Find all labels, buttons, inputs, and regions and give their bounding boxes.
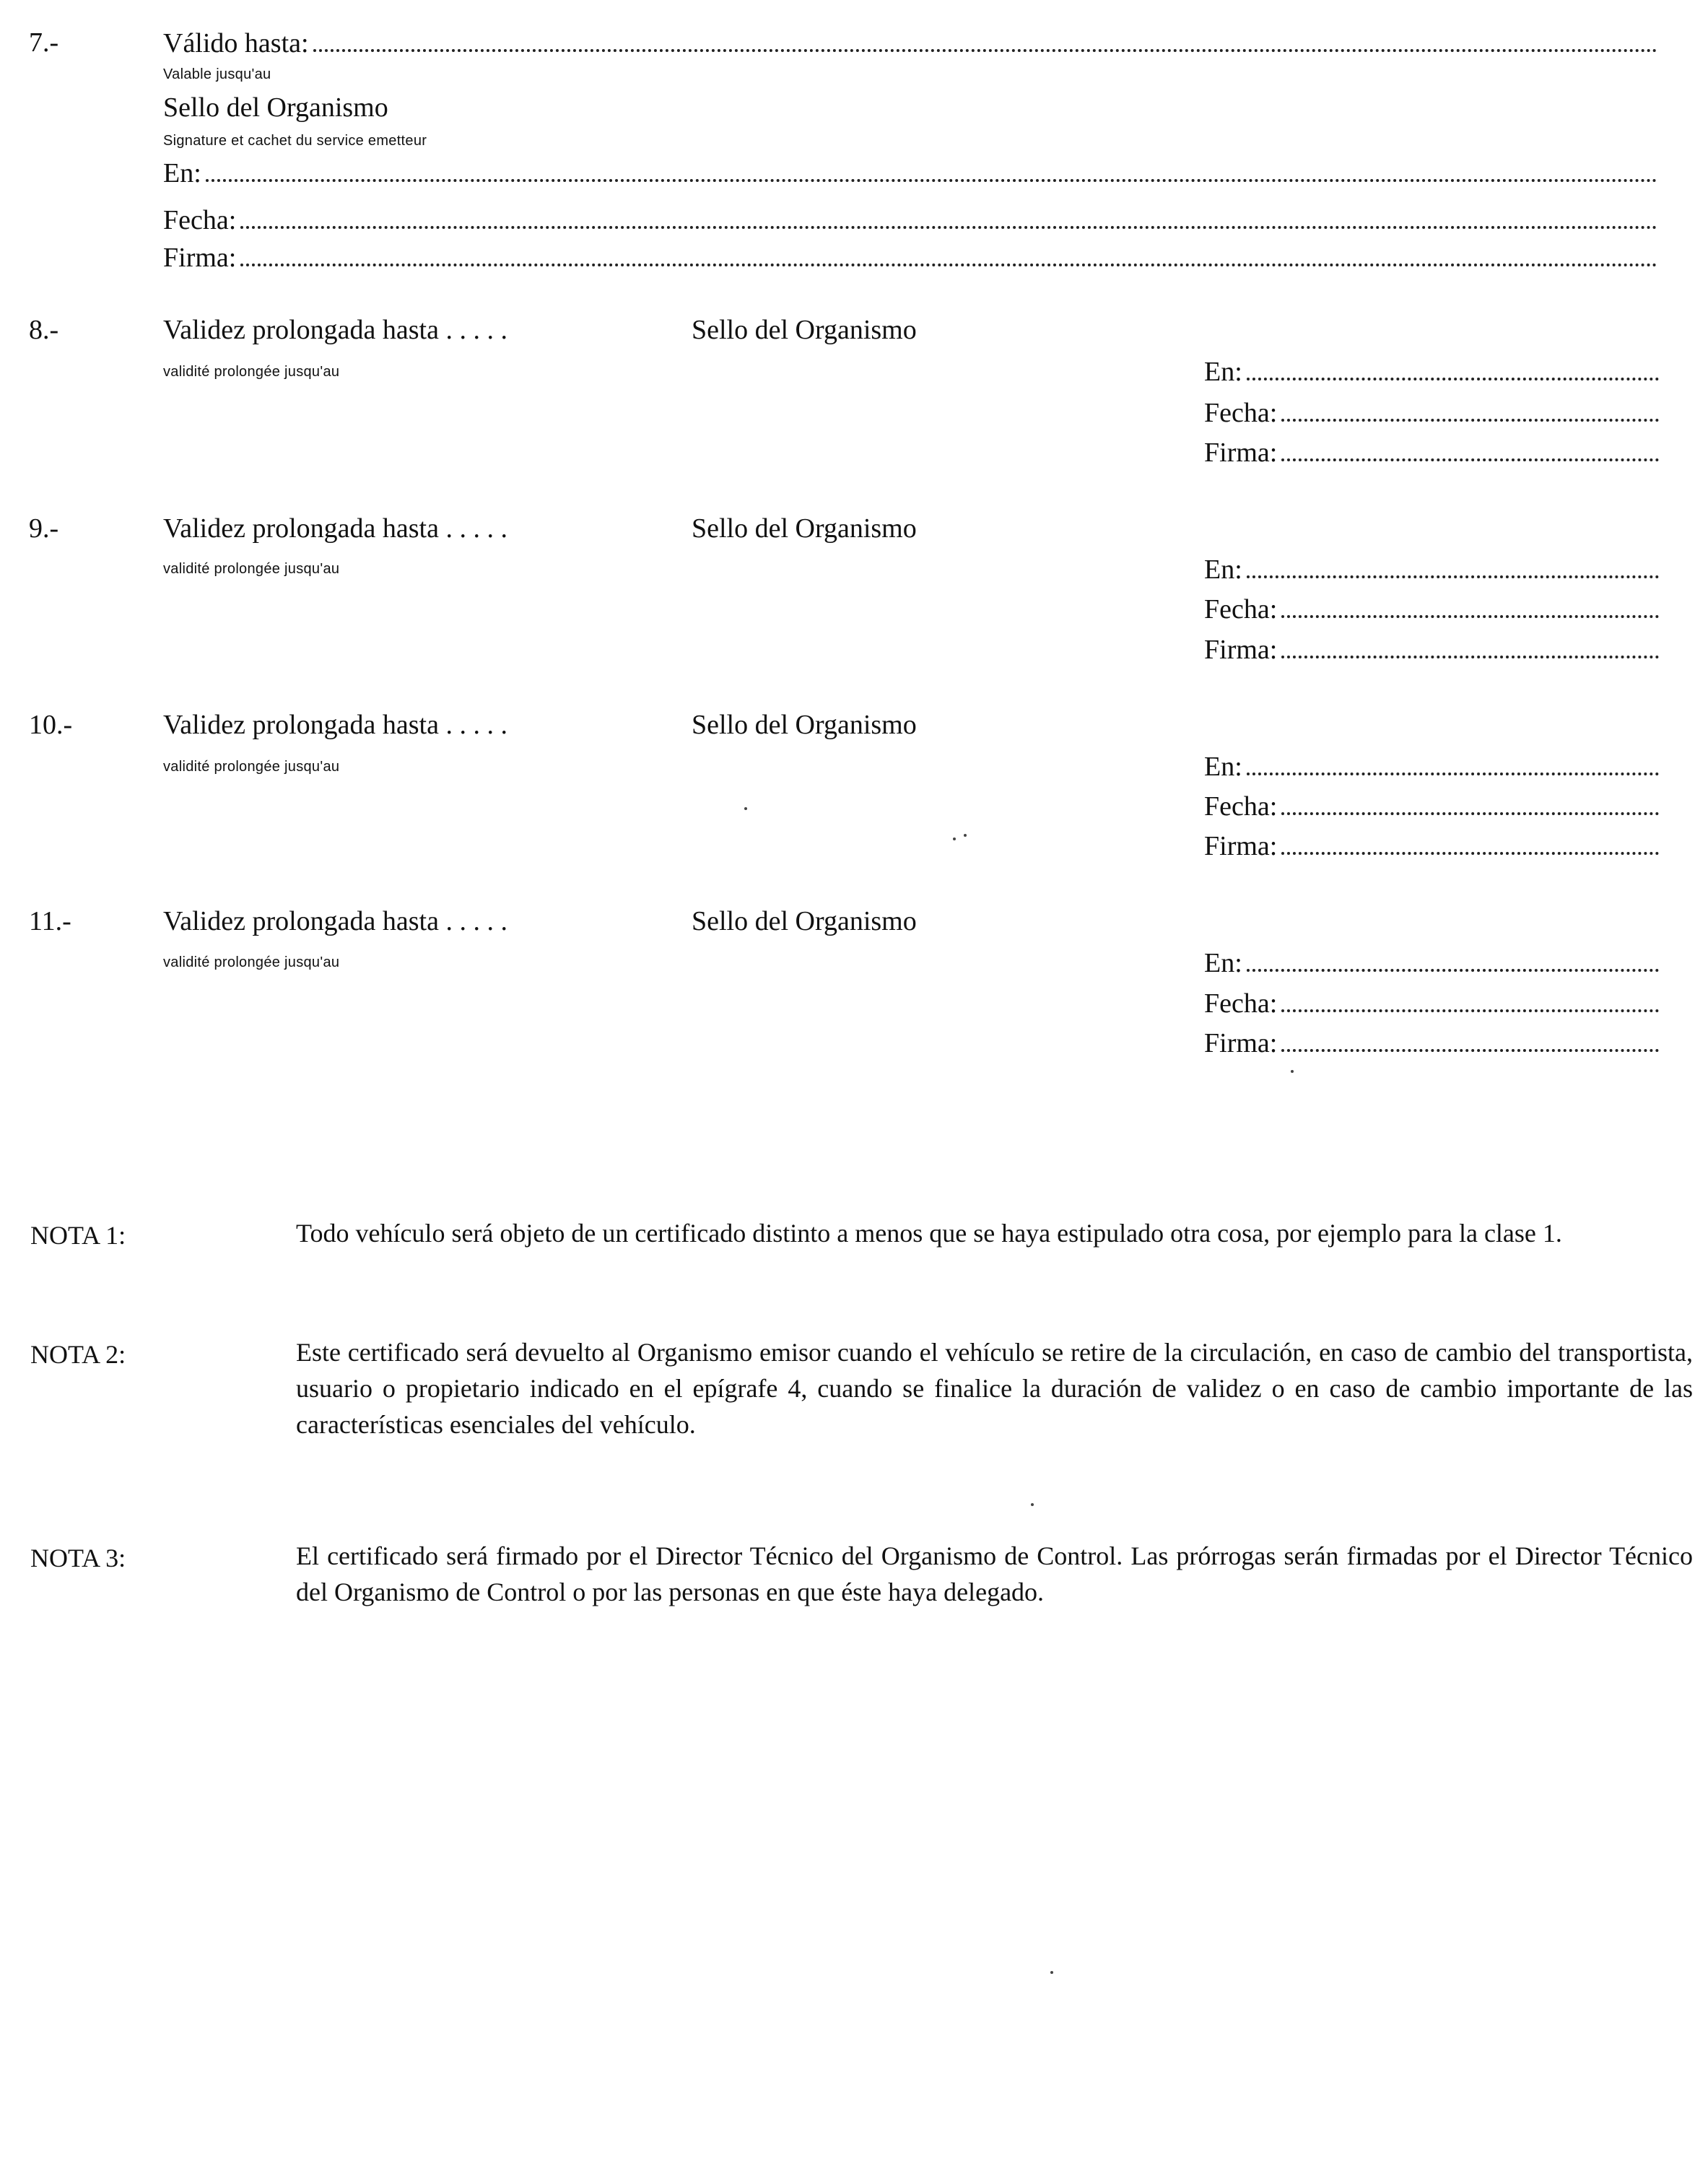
en-dotted-line [1247, 969, 1659, 972]
section-7-en-field[interactable] [163, 157, 1657, 189]
firma-dotted-line [1281, 852, 1659, 855]
extension-fecha-field[interactable] [1204, 791, 1659, 822]
en-label: En: [163, 158, 201, 188]
fecha-dotted-line [1281, 812, 1659, 815]
firma-label: Firma: [163, 243, 237, 273]
en-label: En: [1204, 948, 1242, 978]
extension-firma-field[interactable] [1204, 634, 1659, 666]
firma-dotted-line [1281, 458, 1659, 461]
scan-speck [953, 838, 956, 840]
en-label: En: [1204, 554, 1242, 585]
firma-label: Firma: [1204, 438, 1278, 468]
section-8-number: 8.- [29, 315, 59, 345]
extension-seal-label: Sello del Organismo [692, 513, 917, 544]
firma-label: Firma: [1204, 635, 1278, 665]
note-3-text: El certificado será firmado por el Director Técnico del Organismo de Control. Las prórrogas serán firmadas por el Director Técnico del Organismo de Control o por las personas en que éste haya delegado. [296, 1541, 1693, 1606]
fecha-label: Fecha: [163, 205, 237, 235]
fecha-dotted-line [240, 226, 1657, 229]
fecha-dotted-line [1281, 1009, 1659, 1012]
en-label: En: [1204, 752, 1242, 782]
extension-fecha-field[interactable] [1204, 397, 1659, 429]
extension-label: Validez prolongada hasta . . . . . [163, 710, 507, 740]
note-3-label: NOTA 3: [30, 1544, 126, 1572]
seal-fr-label: Signature et cachet du service emetteur [163, 133, 427, 149]
extension-fr-label: validité prolongée jusqu'au [163, 364, 340, 380]
extension-fecha-field[interactable] [1204, 988, 1659, 1019]
section-7-fecha-field[interactable] [163, 204, 1657, 236]
note-2-text: Este certificado será devuelto al Organismo emisor cuando el vehículo se retire de la circulación, en caso de cambio del transportista, usuario o propietario indicado en el epígrafe 4, cuando se finalice la duración de validez o en caso de cambio importante de las características esenciales del vehículo. [296, 1338, 1693, 1439]
scan-speck [744, 807, 747, 810]
fecha-label: Fecha: [1204, 398, 1278, 428]
en-dotted-line [206, 179, 1657, 182]
scan-speck [1291, 1070, 1294, 1073]
fecha-label: Fecha: [1204, 594, 1278, 625]
extension-en-field[interactable] [1204, 554, 1659, 586]
scan-speck [1031, 1503, 1034, 1506]
fecha-dotted-line [1281, 419, 1659, 422]
fecha-label: Fecha: [1204, 791, 1278, 822]
firma-dotted-line [240, 264, 1657, 266]
note-2-label: NOTA 2: [30, 1340, 126, 1369]
fecha-dotted-line [1281, 615, 1659, 618]
firma-label: Firma: [1204, 831, 1278, 861]
extension-seal-label: Sello del Organismo [692, 710, 917, 740]
valid-until-dotted-line [313, 49, 1657, 52]
firma-label: Firma: [1204, 1028, 1278, 1058]
valid-until-fr-label: Valable jusqu'au [163, 66, 271, 82]
en-dotted-line [1247, 575, 1659, 578]
en-label: En: [1204, 357, 1242, 387]
extension-seal-label: Sello del Organismo [692, 315, 917, 345]
extension-label: Validez prolongada hasta . . . . . [163, 315, 507, 345]
extension-label: Validez prolongada hasta . . . . . [163, 513, 507, 544]
extension-fr-label: validité prolongée jusqu'au [163, 759, 340, 775]
extension-firma-field[interactable] [1204, 830, 1659, 862]
firma-dotted-line [1281, 1049, 1659, 1052]
section-7-firma-field[interactable] [163, 242, 1657, 274]
firma-dotted-line [1281, 656, 1659, 658]
extension-firma-field[interactable] [1204, 437, 1659, 469]
extension-firma-field[interactable] [1204, 1027, 1659, 1059]
note-1-label: NOTA 1: [30, 1221, 126, 1250]
valid-until-label: Válido hasta: [163, 28, 309, 58]
section-11-number: 11.- [29, 906, 71, 936]
extension-en-field[interactable] [1204, 947, 1659, 979]
section-9-number: 9.- [29, 513, 59, 544]
scan-speck [1050, 1971, 1053, 1974]
section-10-number: 10.- [29, 710, 73, 740]
en-dotted-line [1247, 378, 1659, 380]
fecha-label: Fecha: [1204, 988, 1278, 1019]
scan-speck [964, 834, 967, 837]
extension-fr-label: validité prolongée jusqu'au [163, 954, 340, 970]
extension-fecha-field[interactable] [1204, 593, 1659, 625]
extension-en-field[interactable] [1204, 751, 1659, 783]
extension-seal-label: Sello del Organismo [692, 906, 917, 936]
section-7-number: 7.- [29, 27, 59, 58]
extension-fr-label: validité prolongée jusqu'au [163, 561, 340, 577]
note-1-text: Todo vehículo será objeto de un certificado distinto a menos que se haya estipulado otra cosa, por ejemplo para la clase 1. [296, 1219, 1562, 1248]
extension-en-field[interactable] [1204, 356, 1659, 388]
en-dotted-line [1247, 773, 1659, 775]
valid-until-field[interactable] [163, 27, 1657, 59]
seal-label: Sello del Organismo [163, 92, 388, 123]
extension-label: Validez prolongada hasta . . . . . [163, 906, 507, 936]
